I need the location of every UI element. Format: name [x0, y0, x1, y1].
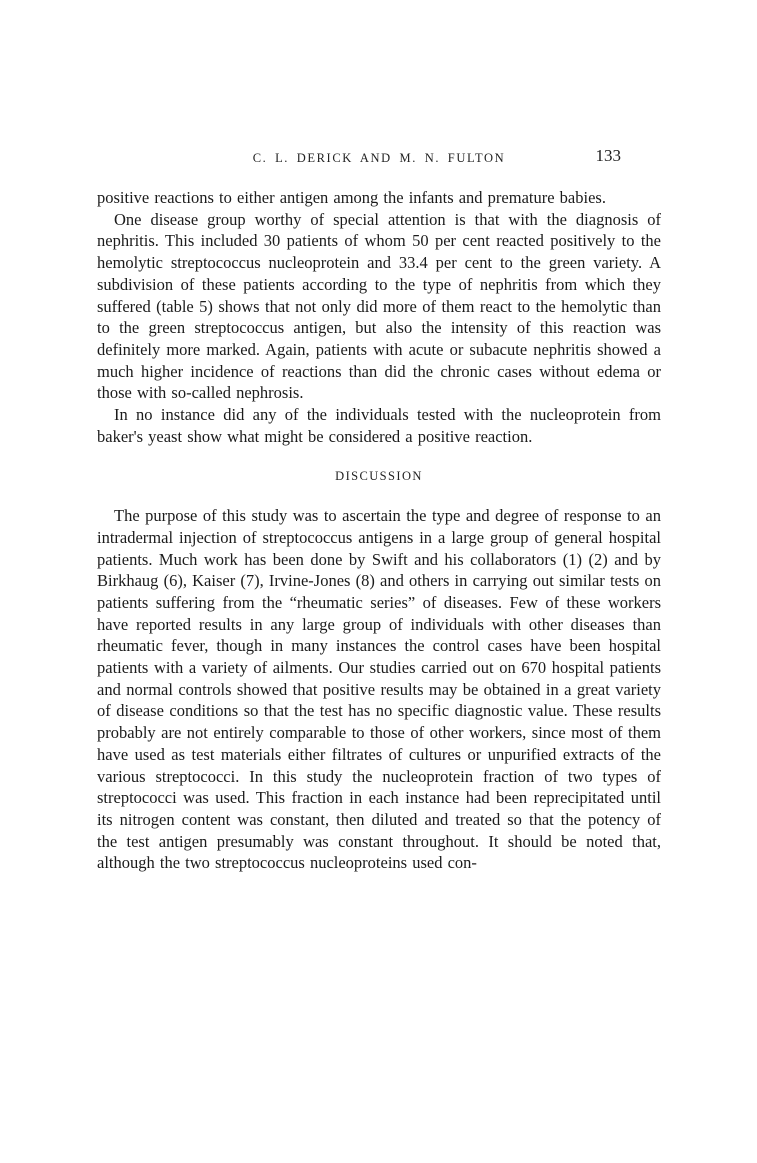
paragraph-yeast-control: In no instance did any of the individuals tested with the nucleoprotein from baker's yeast show what might be considered a positive reaction.: [97, 405, 661, 446]
body-text: [97, 187, 661, 874]
section-heading-discussion: DISCUSSION: [335, 469, 423, 484]
page-number: 133: [595, 146, 621, 165]
running-title: C. L. DERICK AND M. N. FULTON: [252, 151, 506, 165]
paragraph-continuation: positive reactions to either antigen among the infants and premature babies.: [97, 188, 606, 207]
paragraph-discussion: The purpose of this study was to ascertain the type and degree of response to an intradermal injection of streptococcus antigens in a large group of general hospital patients. Much work has been done by Swift and his collaborators (1) (2) and by Birkhaug (6), Kaiser (7), Irvine-Jones (8) and others in carrying out similar tests on patients suffering from the “rheumatic series” of diseases. Few of these workers have reported results in any large group of individuals with other diseases than rheumatic fever, though in many instances the control cases have been hospital patients with a variety of ailments. Our studies carried out on 670 hospital patients and normal controls showed that positive results may be obtained in a great variety of disease conditions so that the test has no specific diagnostic value. These results probably are not entirely comparable to those of other workers, since most of them have used as test materials either filtrates of cultures or unpurified extracts of the various streptococci. In this study the nucleoprotein fraction of two types of streptococci was used. This fraction in each instance had been reprecipitated until its nitrogen content was constant, then diluted and treated so that the potency of the test antigen presumably was constant throughout. It should be noted that, although the two streptococcus nucleoproteins used con-: [97, 506, 661, 873]
paragraph-nephritis: One disease group worthy of special attention is that with the diagnosis of nephritis. This included 30 patients of whom 50 per cent reacted positively to the hemolytic streptococcus nucleoprotein and 33.4 per cent to the green variety. A subdivision of these patients according to the type of nephritis from which they suffered (table 5) shows that not only did more of them react to the hemolytic than to the green streptococcus antigen, but also the intensity of this reaction was definitely more marked. Again, patients with acute or subacute nephritis showed a much higher incidence of reactions than did the chronic cases without edema or those with so-called nephrosis.: [97, 209, 661, 403]
page-header: [97, 148, 661, 170]
